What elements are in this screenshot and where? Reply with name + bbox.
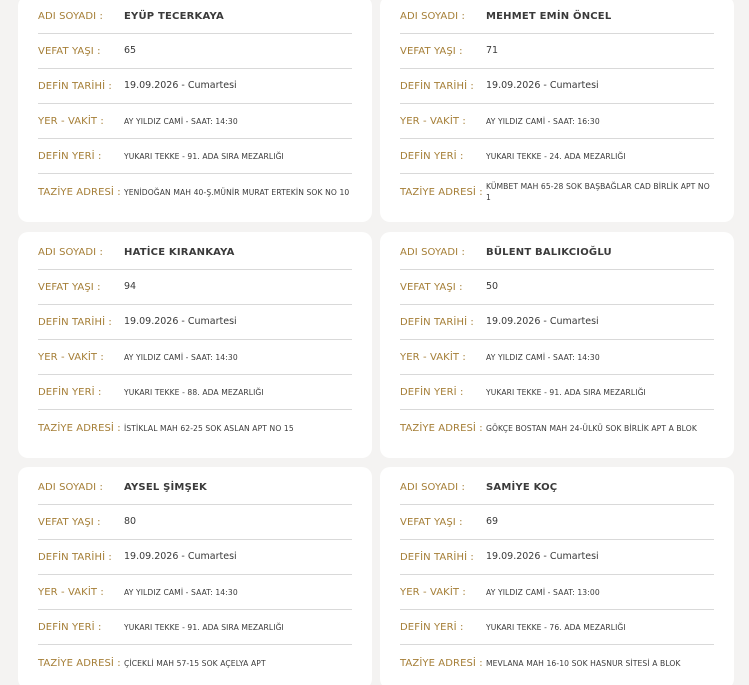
place-time-label: YER - VAKİT : bbox=[38, 586, 104, 598]
condolence-address-value: GÖKÇE BOSTAN MAH 24-ÜLKÜ SOK BİRLİK APT A BLOK bbox=[486, 423, 697, 433]
condolence-address-value: MEVLANA MAH 16-10 SOK HASNUR SİTESİ A BLOK bbox=[486, 658, 681, 668]
place-time-label: YER - VAKİT : bbox=[400, 586, 466, 598]
condolence-address-label: TAZİYE ADRESİ : bbox=[400, 657, 483, 669]
place-time-row bbox=[400, 104, 714, 139]
name-label: ADI SOYADI : bbox=[400, 247, 465, 258]
age-value: 50 bbox=[486, 281, 499, 292]
deceased-name: HATİCE KIRANKAYA bbox=[124, 246, 235, 258]
place-time-label: YER - VAKİT : bbox=[38, 351, 104, 363]
burial-date-row bbox=[400, 69, 714, 104]
burial-date-label: DEFİN TARİHİ : bbox=[38, 316, 112, 328]
name-row bbox=[400, 0, 714, 34]
deceased-name: MEHMET EMİN ÖNCEL bbox=[486, 10, 612, 22]
place-time-value: AY YILDIZ CAMİ - SAAT: 16:30 bbox=[486, 116, 600, 126]
condolence-address-row bbox=[400, 410, 714, 446]
burial-date-label: DEFİN TARİHİ : bbox=[38, 80, 112, 92]
deceased-name: BÜLENT BALIKCIOĞLU bbox=[486, 246, 612, 258]
burial-place-value: YUKARI TEKKE - 88. ADA MEZARLIĞI bbox=[124, 387, 264, 397]
name-label: ADI SOYADI : bbox=[400, 11, 465, 22]
age-value: 80 bbox=[124, 516, 137, 527]
age-row bbox=[400, 270, 714, 305]
burial-date-value: 19.09.2026 - Cumartesi bbox=[486, 80, 599, 91]
age-value: 69 bbox=[486, 516, 499, 527]
condolence-address-row bbox=[38, 645, 352, 681]
deceased-name: SAMİYE KOÇ bbox=[486, 481, 558, 493]
burial-place-label: DEFİN YERİ : bbox=[38, 150, 102, 162]
place-time-label: YER - VAKİT : bbox=[38, 115, 104, 127]
deceased-name: EYÜP TECERKAYA bbox=[124, 10, 224, 22]
burial-place-label: DEFİN YERİ : bbox=[400, 621, 464, 633]
burial-place-value: YUKARI TEKKE - 24. ADA MEZARLIĞI bbox=[486, 151, 626, 161]
age-row bbox=[38, 505, 352, 540]
condolence-address-label: TAZİYE ADRESİ : bbox=[38, 422, 121, 434]
name-row bbox=[38, 0, 352, 34]
burial-date-value: 19.09.2026 - Cumartesi bbox=[486, 316, 599, 327]
name-label: ADI SOYADI : bbox=[38, 482, 103, 493]
obituary-card bbox=[380, 467, 734, 685]
name-row bbox=[38, 232, 352, 270]
place-time-value: AY YILDIZ CAMİ - SAAT: 14:30 bbox=[124, 352, 238, 362]
deceased-name: AYSEL ŞİMŞEK bbox=[124, 481, 207, 493]
age-value: 71 bbox=[486, 45, 499, 56]
burial-place-value: YUKARI TEKKE - 91. ADA SIRA MEZARLIĞI bbox=[486, 387, 646, 397]
place-time-row bbox=[38, 340, 352, 375]
age-row bbox=[38, 270, 352, 305]
burial-date-label: DEFİN TARİHİ : bbox=[400, 80, 474, 92]
name-row bbox=[400, 467, 714, 505]
condolence-address-label: TAZİYE ADRESİ : bbox=[38, 657, 121, 669]
name-label: ADI SOYADI : bbox=[38, 11, 103, 22]
obituary-card bbox=[380, 0, 734, 222]
burial-date-row bbox=[400, 540, 714, 575]
place-time-label: YER - VAKİT : bbox=[400, 351, 466, 363]
place-time-row bbox=[38, 575, 352, 610]
burial-date-value: 19.09.2026 - Cumartesi bbox=[486, 551, 599, 562]
burial-place-row bbox=[400, 139, 714, 174]
age-row bbox=[38, 34, 352, 69]
condolence-address-label: TAZİYE ADRESİ : bbox=[38, 186, 121, 198]
age-label: VEFAT YAŞI : bbox=[400, 45, 463, 57]
burial-place-value: YUKARI TEKKE - 76. ADA MEZARLIĞI bbox=[486, 622, 626, 632]
burial-date-row bbox=[400, 305, 714, 340]
name-row bbox=[400, 232, 714, 270]
burial-date-label: DEFİN TARİHİ : bbox=[400, 316, 474, 328]
place-time-row bbox=[38, 104, 352, 139]
age-label: VEFAT YAŞI : bbox=[38, 281, 101, 293]
place-time-label: YER - VAKİT : bbox=[400, 115, 466, 127]
burial-date-row bbox=[38, 69, 352, 104]
burial-date-row bbox=[38, 305, 352, 340]
name-label: ADI SOYADI : bbox=[400, 482, 465, 493]
burial-place-label: DEFİN YERİ : bbox=[400, 386, 464, 398]
age-label: VEFAT YAŞI : bbox=[38, 45, 101, 57]
burial-place-value: YUKARI TEKKE - 91. ADA SIRA MEZARLIĞI bbox=[124, 622, 284, 632]
condolence-address-value: İSTİKLAL MAH 62-25 SOK ASLAN APT NO 15 bbox=[124, 423, 294, 433]
condolence-address-row bbox=[400, 645, 714, 681]
burial-place-row bbox=[38, 610, 352, 645]
burial-place-label: DEFİN YERİ : bbox=[38, 386, 102, 398]
place-time-value: AY YILDIZ CAMİ - SAAT: 14:30 bbox=[486, 352, 600, 362]
condolence-address-row bbox=[400, 174, 714, 210]
condolence-address-label: TAZİYE ADRESİ : bbox=[400, 186, 483, 198]
age-label: VEFAT YAŞI : bbox=[400, 516, 463, 528]
condolence-address-row bbox=[38, 174, 352, 210]
burial-date-label: DEFİN TARİHİ : bbox=[400, 551, 474, 563]
condolence-address-row bbox=[38, 410, 352, 446]
condolence-address-value: ÇİCEKLİ MAH 57-15 SOK AÇELYA APT bbox=[124, 658, 266, 668]
condolence-address-label: TAZİYE ADRESİ : bbox=[400, 422, 483, 434]
age-label: VEFAT YAŞI : bbox=[38, 516, 101, 528]
burial-date-label: DEFİN TARİHİ : bbox=[38, 551, 112, 563]
age-value: 94 bbox=[124, 281, 137, 292]
place-time-value: AY YILDIZ CAMİ - SAAT: 14:30 bbox=[124, 116, 238, 126]
name-label: ADI SOYADI : bbox=[38, 247, 103, 258]
place-time-value: AY YILDIZ CAMİ - SAAT: 14:30 bbox=[124, 587, 238, 597]
burial-place-label: DEFİN YERİ : bbox=[38, 621, 102, 633]
burial-place-label: DEFİN YERİ : bbox=[400, 150, 464, 162]
obituary-card bbox=[18, 0, 372, 222]
age-label: VEFAT YAŞI : bbox=[400, 281, 463, 293]
obituary-card bbox=[18, 467, 372, 685]
age-row bbox=[400, 34, 714, 69]
burial-place-row bbox=[38, 375, 352, 410]
burial-date-row bbox=[38, 540, 352, 575]
place-time-row bbox=[400, 575, 714, 610]
age-row bbox=[400, 505, 714, 540]
burial-date-value: 19.09.2026 - Cumartesi bbox=[124, 80, 237, 91]
condolence-address-value: YENİDOĞAN MAH 40-Ş.MÜNİR MURAT ERTEKİN SOK NO 10 bbox=[124, 187, 350, 197]
condolence-address-value: KÜMBET MAH 65-28 SOK BAŞBAĞLAR CAD BİRLİK APT NO 1 bbox=[486, 182, 710, 202]
age-value: 65 bbox=[124, 45, 137, 56]
obituary-card bbox=[18, 232, 372, 458]
name-row bbox=[38, 467, 352, 505]
burial-date-value: 19.09.2026 - Cumartesi bbox=[124, 316, 237, 327]
obituary-card bbox=[380, 232, 734, 458]
burial-date-value: 19.09.2026 - Cumartesi bbox=[124, 551, 237, 562]
burial-place-row bbox=[400, 375, 714, 410]
burial-place-row bbox=[38, 139, 352, 174]
place-time-value: AY YILDIZ CAMİ - SAAT: 13:00 bbox=[486, 587, 600, 597]
burial-place-row bbox=[400, 610, 714, 645]
place-time-row bbox=[400, 340, 714, 375]
burial-place-value: YUKARI TEKKE - 91. ADA SIRA MEZARLIĞI bbox=[124, 151, 284, 161]
